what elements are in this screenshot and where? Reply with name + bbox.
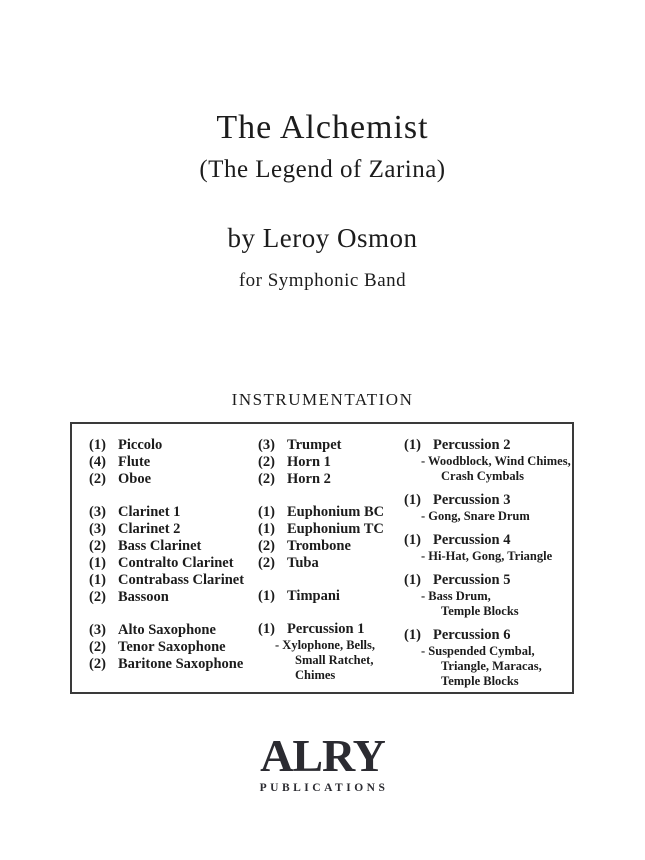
instrument-name: Euphonium BC <box>287 504 385 520</box>
percussion-detail-line: Triangle, Maracas, <box>441 659 542 673</box>
instrument-name: Clarinet 1 <box>118 504 181 520</box>
instrument-item <box>258 471 404 488</box>
instrument-item <box>258 555 404 572</box>
instrument-count: (3) <box>89 521 106 537</box>
instrument-count: (1) <box>89 572 106 588</box>
instrument-group <box>258 504 404 572</box>
instrument-group <box>89 504 258 606</box>
instrument-item <box>258 538 404 555</box>
instrument-item <box>404 532 572 549</box>
percussion-detail-line: - Bass Drum, <box>421 589 491 603</box>
instrument-count: (2) <box>89 656 106 672</box>
instrument-name: Horn 1 <box>287 454 331 470</box>
percussion-detail-line: - Woodblock, Wind Chimes, <box>421 454 571 468</box>
publisher-name: ALRY <box>260 730 385 781</box>
instrument-count: (3) <box>89 622 106 638</box>
instrument-group <box>404 437 572 484</box>
instrument-item <box>404 572 572 589</box>
instrument-count: (1) <box>404 532 421 548</box>
instrument-count: (4) <box>89 454 106 470</box>
instrument-name: Percussion 5 <box>433 572 511 588</box>
instrument-item <box>404 627 572 644</box>
instrument-count: (1) <box>404 572 421 588</box>
instrument-count: (2) <box>258 471 275 487</box>
percussion-detail-line: - Hi-Hat, Gong, Triangle <box>421 549 553 563</box>
instrument-group <box>404 492 572 524</box>
instrument-group <box>404 572 572 619</box>
instrument-count: (3) <box>89 504 106 520</box>
instrument-item <box>258 504 404 521</box>
instrument-item <box>89 622 258 639</box>
instrument-count: (1) <box>258 588 275 604</box>
instrument-name: Percussion 2 <box>433 437 511 453</box>
instrumentation-column <box>404 437 572 692</box>
percussion-detail-line: Temple Blocks <box>441 674 519 688</box>
instrument-count: (1) <box>404 627 421 643</box>
publisher-logo <box>0 730 645 794</box>
instrument-item <box>89 504 258 521</box>
instrument-name: Flute <box>118 454 151 470</box>
instrument-name: Bassoon <box>118 589 169 605</box>
instrument-count: (1) <box>89 555 106 571</box>
ensemble-label: for Symphonic Band <box>238 270 407 291</box>
instrument-count: (1) <box>89 437 106 453</box>
instrument-name: Baritone Saxophone <box>118 656 244 672</box>
instrument-item <box>258 588 404 605</box>
instrument-name: Tenor Saxophone <box>118 639 226 655</box>
instrument-item <box>404 437 572 454</box>
instrument-item <box>89 639 258 656</box>
instrument-group <box>89 437 258 488</box>
instrument-name: Percussion 4 <box>433 532 511 548</box>
instrument-name: Percussion 6 <box>433 627 511 643</box>
instrument-group <box>258 621 404 683</box>
instrument-item <box>89 471 258 488</box>
percussion-detail-line: - Xylophone, Bells, <box>275 638 376 652</box>
instrument-group <box>404 532 572 564</box>
instrument-item <box>89 572 258 589</box>
percussion-detail-line: - Suspended Cymbal, <box>421 644 535 658</box>
instrument-item <box>89 454 258 471</box>
instrument-item <box>258 521 404 538</box>
instrument-count: (2) <box>258 454 275 470</box>
instrument-item <box>258 621 404 638</box>
percussion-detail-line: - Gong, Snare Drum <box>421 509 530 523</box>
instrument-count: (2) <box>258 538 275 554</box>
instrument-name: Alto Saxophone <box>118 622 216 638</box>
instrument-count: (2) <box>89 471 106 487</box>
instrument-count: (2) <box>258 555 275 571</box>
instrument-count: (3) <box>258 437 275 453</box>
instrumentation-heading: INSTRUMENTATION <box>231 390 414 409</box>
instrument-item <box>89 656 258 673</box>
instrument-name: Contralto Clarinet <box>118 555 234 571</box>
instrument-name: Oboe <box>118 471 152 487</box>
instrument-item <box>89 589 258 606</box>
instrument-item <box>404 492 572 509</box>
instrument-count: (1) <box>258 504 275 520</box>
page-subtitle: (The Legend of Zarina) <box>199 156 446 183</box>
percussion-detail-line: Crash Cymbals <box>441 469 524 483</box>
instrument-group <box>258 588 404 605</box>
instrument-item <box>258 437 404 454</box>
instrument-name: Timpani <box>287 588 340 604</box>
instrumentation-column <box>89 437 258 692</box>
percussion-detail-line: Small Ratchet, <box>295 653 374 667</box>
instrument-name: Euphonium TC <box>287 521 384 537</box>
instrument-count: (2) <box>89 538 106 554</box>
instrument-name: Tuba <box>287 555 319 571</box>
page-title: The Alchemist <box>216 109 429 146</box>
percussion-detail-line: Chimes <box>295 668 336 682</box>
instrument-group <box>258 437 404 488</box>
instrument-item <box>258 454 404 471</box>
instrument-item <box>89 538 258 555</box>
instrument-name: Piccolo <box>118 437 163 453</box>
instrument-count: (1) <box>258 521 275 537</box>
instrument-name: Clarinet 2 <box>118 521 181 537</box>
instrument-count: (1) <box>258 621 275 637</box>
instrument-count: (1) <box>404 492 421 508</box>
instrument-name: Bass Clarinet <box>118 538 202 554</box>
instrument-item <box>89 521 258 538</box>
instrument-name: Percussion 1 <box>287 621 365 637</box>
percussion-detail-line: Temple Blocks <box>441 604 519 618</box>
instrument-count: (2) <box>89 589 106 605</box>
instrument-item <box>89 437 258 454</box>
instrument-item <box>89 555 258 572</box>
instrument-count: (2) <box>89 639 106 655</box>
instrument-name: Horn 2 <box>287 471 331 487</box>
instrument-name: Trumpet <box>287 437 342 453</box>
publisher-tagline: PUBLICATIONS <box>259 782 389 794</box>
instrumentation-box <box>70 422 574 694</box>
instrument-group <box>89 622 258 673</box>
instrument-name: Trombone <box>287 538 351 554</box>
composer-credit: by Leroy Osmon <box>227 223 418 253</box>
instrument-group <box>404 627 572 689</box>
instrumentation-column <box>258 437 404 692</box>
instrument-count: (1) <box>404 437 421 453</box>
instrument-name: Contrabass Clarinet <box>118 572 245 588</box>
instrument-name: Percussion 3 <box>433 492 511 508</box>
